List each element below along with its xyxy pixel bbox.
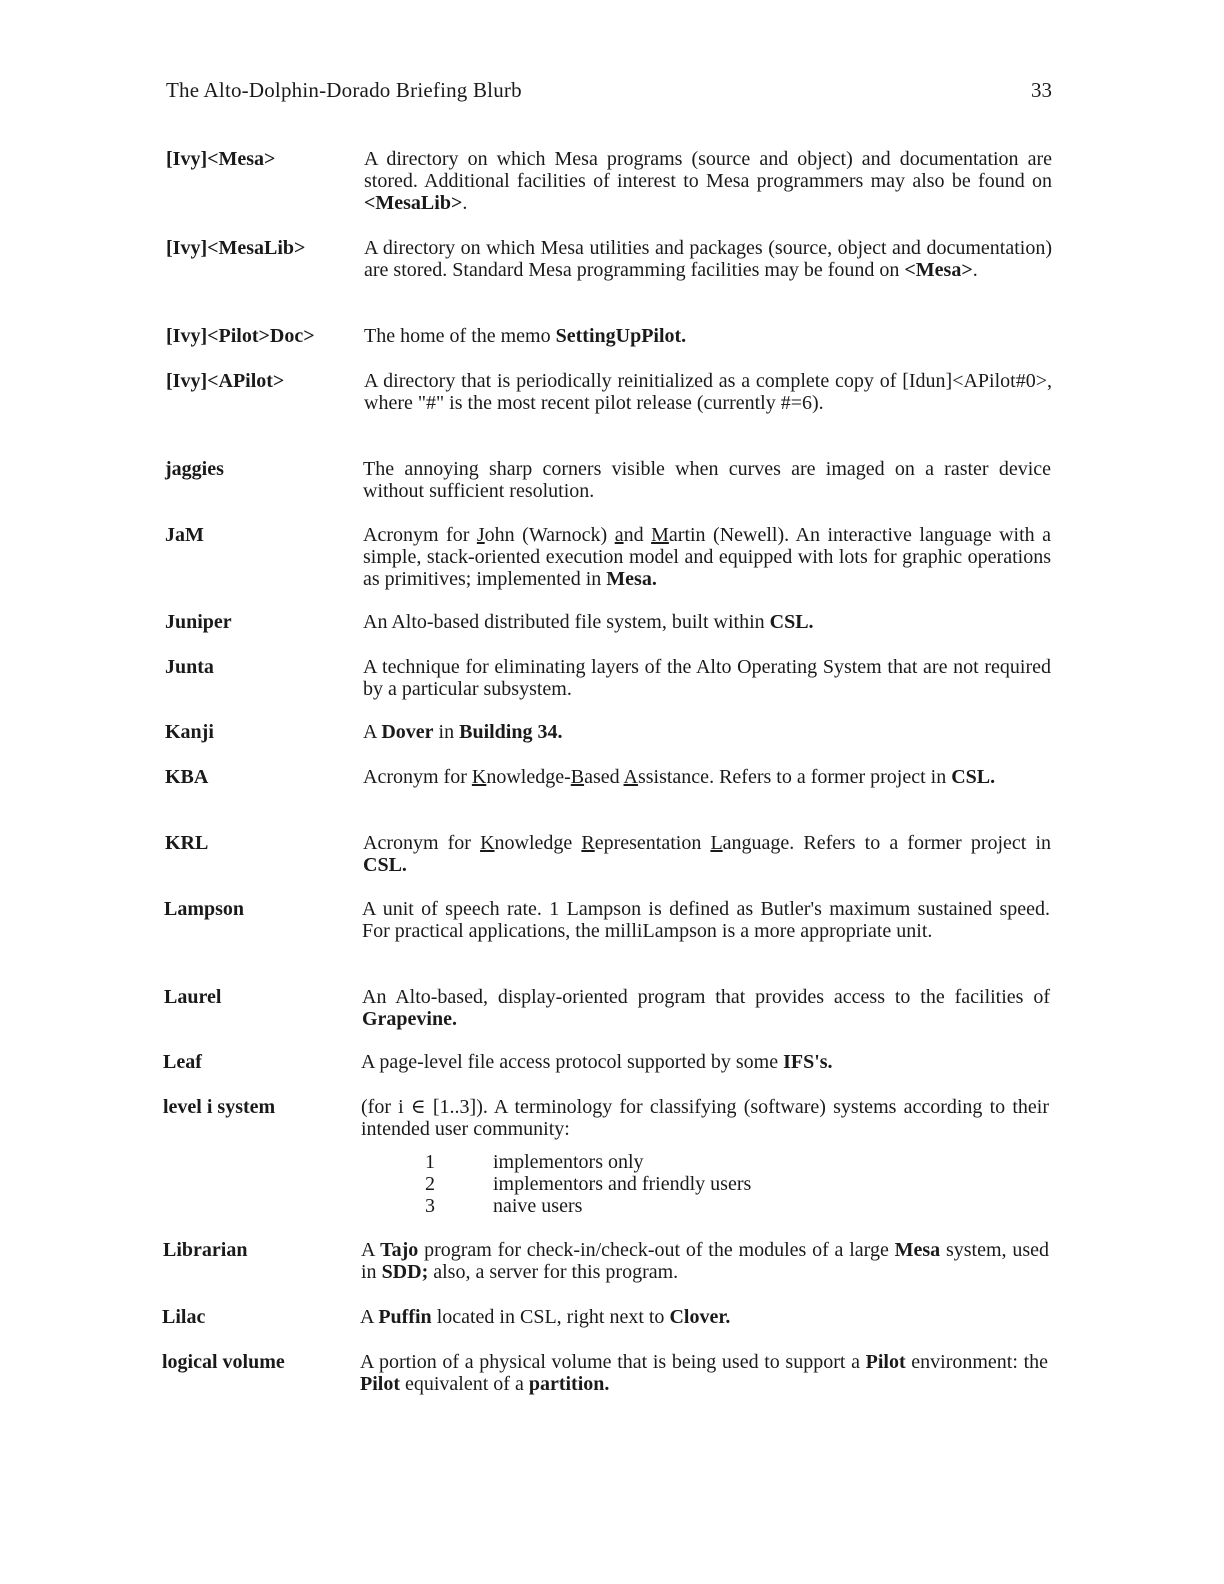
glossary-term: JaM — [165, 524, 204, 546]
glossary-definition: A technique for eliminating layers of the Alto Operating System that are not required by a particular subsystem. — [363, 656, 1051, 700]
sublist-item — [425, 1173, 1049, 1195]
glossary-term: [Ivy]<APilot> — [166, 370, 285, 392]
glossary-term: Laurel — [164, 986, 222, 1008]
glossary-definition: A unit of speech rate. 1 Lampson is defined as Butler's maximum sustained speed. For practical applications, the milliLampson is a more appropriate unit. — [362, 898, 1050, 942]
glossary-term: logical volume — [162, 1351, 285, 1373]
glossary-term: Junta — [165, 656, 214, 678]
glossary-term: [Ivy]<Mesa> — [166, 148, 276, 170]
sublist-number: 3 — [425, 1195, 435, 1217]
glossary-term: KRL — [165, 832, 209, 854]
sublist-text: implementors only — [493, 1151, 644, 1173]
sublist-number: 2 — [425, 1173, 435, 1195]
glossary-term: Lilac — [162, 1306, 206, 1328]
glossary-definition: A Puffin located in CSL, right next to Clover. — [360, 1306, 731, 1328]
glossary-term: level i system — [163, 1096, 276, 1118]
numbered-sublist — [425, 1151, 1049, 1217]
glossary-term: [Ivy]<MesaLib> — [166, 237, 306, 259]
sublist-item — [425, 1151, 1049, 1173]
glossary-definition: A page-level file access protocol supported by some IFS's. — [361, 1051, 833, 1073]
glossary-term: Leaf — [163, 1051, 202, 1073]
glossary-term: Kanji — [165, 721, 214, 743]
glossary-definition: Acronym for John (Warnock) and Martin (Newell). An interactive language with a simple, stack-oriented execution model and equipped with lots for graphic operations as primitives; implemented in Mesa. — [363, 524, 1052, 590]
glossary-term: KBA — [165, 766, 209, 788]
glossary-definition: A Tajo program for check-in/check-out of the modules of a large Mesa system, used in SDD; also, a server for this program. — [361, 1239, 1050, 1283]
sublist-text: naive users — [493, 1195, 583, 1217]
glossary-term: [Ivy]<Pilot>Doc> — [166, 325, 315, 347]
sublist-text: implementors and friendly users — [493, 1173, 752, 1195]
glossary-definition: An Alto-based distributed file system, built within CSL. — [363, 611, 814, 633]
glossary-definition: A directory on which Mesa programs (source and object) and documentation are stored. Additional facilities of interest to Mesa programmers may also be found on <MesaLib>. — [364, 148, 1052, 214]
glossary-definition: The annoying sharp corners visible when curves are imaged on a raster device without sufficient resolution. — [363, 458, 1051, 502]
glossary-term: Juniper — [165, 611, 232, 633]
glossary-definition: A directory that is periodically reinitialized as a complete copy of [Idun]<APilot#0>, where "#" is the most recent pilot release (currently #=6). — [364, 370, 1052, 414]
glossary-definition: The home of the memo SettingUpPilot. — [364, 325, 687, 347]
glossary-term: jaggies — [165, 458, 224, 480]
glossary-definition: An Alto-based, display-oriented program that provides access to the facilities of Grapevine. — [362, 986, 1050, 1030]
page-number: 33 — [1031, 78, 1052, 102]
glossary-definition: A portion of a physical volume that is being used to support a Pilot environment: the Pilot equivalent of a partition. — [360, 1351, 1049, 1395]
glossary-term: Librarian — [163, 1239, 248, 1261]
glossary-definition: A Dover in Building 34. — [363, 721, 563, 743]
glossary-term: Lampson — [164, 898, 245, 920]
glossary-definition: Acronym for Knowledge-Based Assistance. Refers to a former project in CSL. — [363, 766, 996, 788]
sublist-number: 1 — [425, 1151, 435, 1173]
running-title: The Alto-Dolphin-Dorado Briefing Blurb — [166, 78, 522, 102]
glossary-definition: A directory on which Mesa utilities and packages (source, object and documentation) are stored. Standard Mesa programming facilities may be found on <Mesa>. — [364, 237, 1052, 281]
glossary-definition: (for i ∈ [1..3]). A terminology for classifying (software) systems according to their intended user community: 1 implementors only 2 implementors and friendly users 3 naive users — [361, 1096, 1049, 1217]
sublist-item — [425, 1195, 1049, 1217]
glossary-definition: Acronym for Knowledge Representation Language. Refers to a former project in CSL. — [363, 832, 1051, 876]
